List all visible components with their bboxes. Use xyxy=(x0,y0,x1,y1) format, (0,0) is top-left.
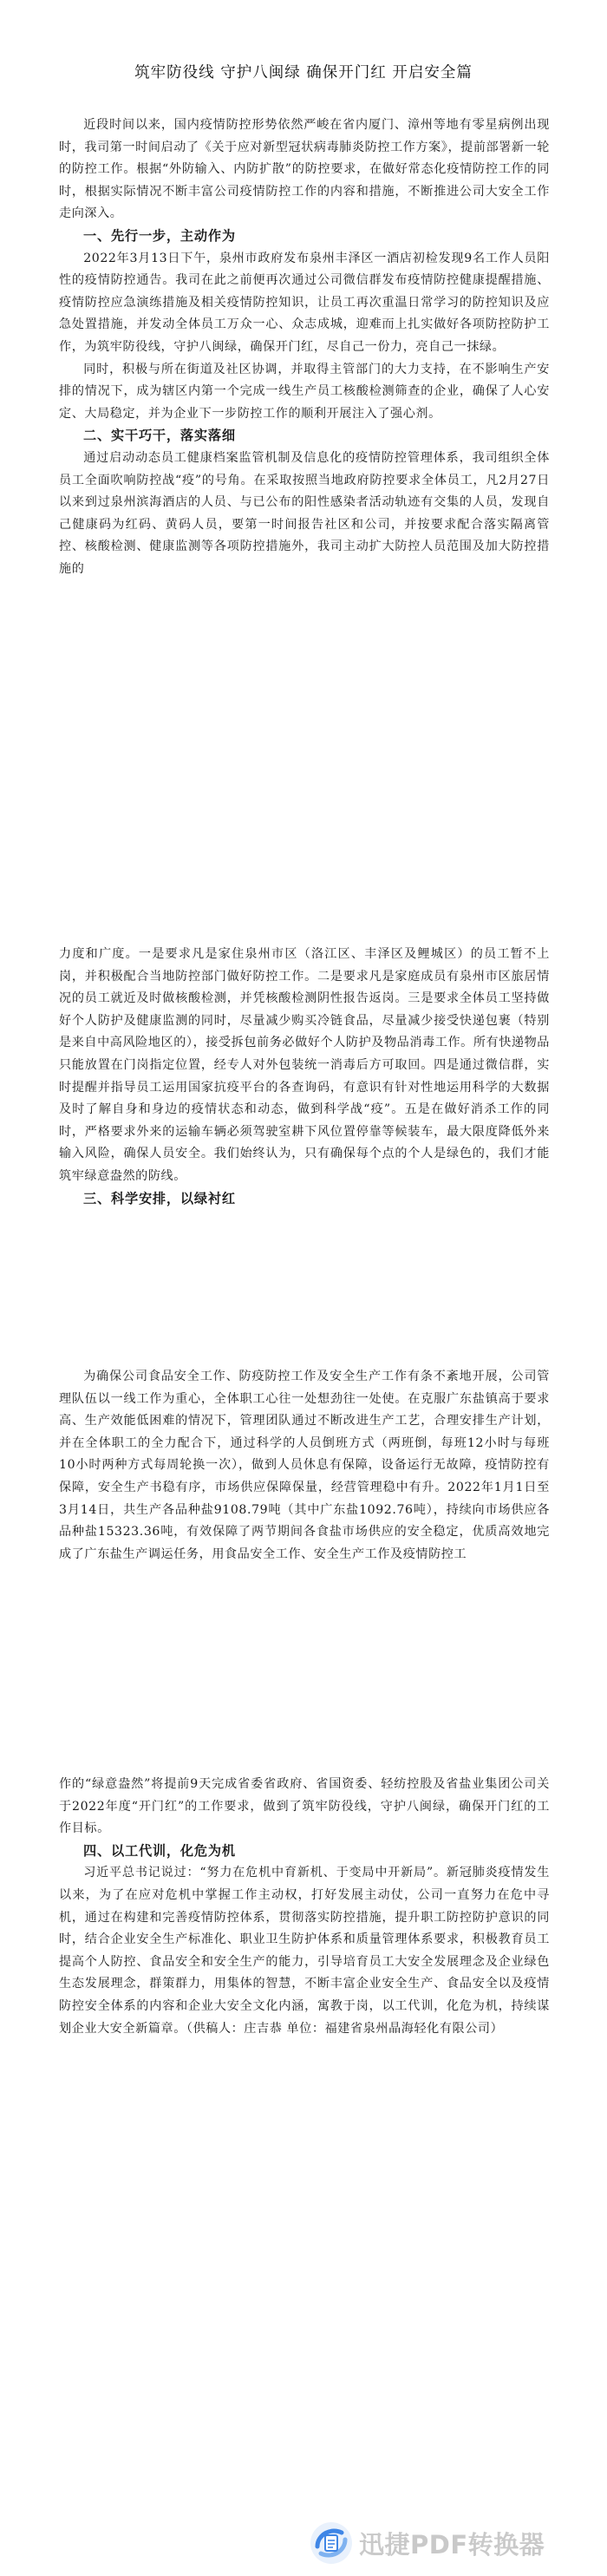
section-1-paragraph-1: 2022年3月13日下午，泉州市政府发布泉州丰泽区一酒店初检发现9名工作人员阳性的疫情防控通告。我司在此之前便再次通过公司微信群发布疫情防控健康提醒措施、疫情防控应急演练措施及相关疫情防控知识，让员工再次重温日常学习的防控知识及应急处置措施，并发动全体员工万众一心、众志成城，迎难而上扎实做好各项防控防护工作，为筑牢防役线，守护八闽绿，确保开门红，尽自己一份力，亮自己一抹绿。 xyxy=(59,251,550,354)
section-3-body xyxy=(59,1366,550,1566)
section-3-heading: 三、科学安排，以绿衬红 xyxy=(83,1190,236,1206)
section-3-paragraph-1: 为确保公司食品安全工作、防疫防控工作及安全生产工作有条不紊地开展，公司管理队伍以一线工作为重心，全体职工心往一处想劲往一处使。在克服广东盐镇高于要求高、生产效能低困难的情况下，管理团队通过不断改进生产工艺，合理安排生产计划，并在全体职工的全力配合下，通过科学的人员倒班方式（两班倒，每班12小时与每班10小时两种方式每周轮换一次），做到人员休息有保障，设备运行无故障，疫情防控有保障，安全生产书稳有序，市场供应保障保量，经营管理稳中有升。2022年1月1日至3月14日，共生产各品种盐9108.79吨（其中广东盐1092.76吨），持续向市场供应各品种盐15323.36吨，有效保障了两节期间各食盐市场供应的安全稳定，优质高效地完成了广东盐生产调运任务，用食品安全工作、安全生产工作及疫情防控工 xyxy=(59,1370,550,1561)
section-3-and-4 xyxy=(59,1774,550,2040)
pdf-converter-watermark xyxy=(309,2520,604,2566)
section-2-paragraph-1: 通过启动动态员工健康档案监管机制及信息化的疫情防控管理体系，我司组织全体员工全面吹响防控战“疫”的号角。在采取按照当地政府防控要求全体员工，凡2月27日以来到过泉州滨海酒店的人员、与已公布的阳性感染者活动轨迹有交集的人员，发现自己健康码为红码、黄码人员，要第一时间报告社区和公司，并按要求配合落实隔离管控、核酸检测、健康监测等各项防控措施外，我司主动扩大防控人员范围及加大防控措施的 xyxy=(59,450,550,576)
section-1-heading: 一、先行一步，主动作为 xyxy=(83,227,236,244)
section-4-heading: 四、以工代训，化危为机 xyxy=(83,1842,236,1859)
section-2-heading: 二、实干巧干，落实落细 xyxy=(83,428,236,444)
section-2-paragraph-2: 力度和广度。一是要求凡是家住泉州市区（洛江区、丰泽区及鲤城区）的员工暂不上岗，并积极配合当地防控部门做好防控工作。二是要求凡是家庭成员有泉州市区旅居情况的员工就近及时做核酸检测，并凭核酸检测阴性报告返岗。三是要求全体员工坚持做好个人防护及健康监测的同时，尽量减少购买冷链食品，尽量减少接受快递包裹（特别是来自中高风险地区的），接受拆包前务必做好个人防护及物品消毒工作。所有快递物品只能放置在门岗指定位置，经专人对外包装统一消毒后方可取回。四是通过微信群，实时提醒并指导员工运用国家抗疫平台的各查询码，有意识有针对性地运用科学的大数据及时了解自身和身边的疫情状态和动态，做到科学战“疫”。五是在做好消杀工作的同时，严格要求外来的运输车辆必须驾驶室耕下风位置停靠等候装车，最大限度降低外来输入风险，确保人员安全。我们始终认为，只有确保每个点的个人是绿色的，我们才能筑牢绿意盎然的防线。 xyxy=(59,947,551,1183)
section-4-paragraph-1: 习近平总书记说过：“努力在危机中育新机、于变局中开新局”。新冠肺炎疫情发生以来，为了在应对危机中掌握工作主动权，打好发展主动仗，公司一直努力在危中寻机，通过在构建和完善疫情防控体系，贯彻落实防控措施，提升职工防控防护意识的同时，结合企业安全生产标准化、职业卫生防护体系和质量管理体系要求，积极教育员工提高个人防控、食品安全和安全生产的能力，引导培育员工大安全发展理念及企业绿色生态发展理念，群策群力，用集体的智慧，不断丰富企业安全生产、食品安全以及疫情防控安全体系的内容和企业大安全文化内涵，寓教于岗，以工代训，化危为机，持续谋划企业大安全新篇章。（供稿人：庄吉恭 单位：福建省泉州晶海轻化有限公司） xyxy=(59,1866,550,2036)
pdf-converter-logo-icon xyxy=(309,2520,354,2566)
document-title: 筑牢防役线 守护八闽绿 确保开门红 开启安全篇 xyxy=(134,64,473,82)
watermark-text: 迅捷PDF转换器 xyxy=(359,2529,545,2560)
section-2-continued xyxy=(59,944,550,1210)
section-1-paragraph-2: 同时，积极与所在街道及社区协调，并取得主管部门的大力支持，在不影响生产安排的情况下，成为辖区内第一个完成一线生产员工核酸检测筛查的企业，确保了人心安定、大局稳定，并为企业下一步防控工作的顺利开展注入了强心剂。 xyxy=(59,362,550,421)
section-3-paragraph-2: 作的“绿意盎然”将提前9天完成省委省政府、省国资委、轻纺控股及省盐业集团公司关于2022年度“开门红”的工作要求，做到了筑牢防役线，守护八闽绿，确保开门红的工作目标。 xyxy=(59,1777,550,1836)
intro-and-section-1 xyxy=(59,114,550,580)
intro-paragraph: 近段时间以来，国内疫情防控形势依然严峻在省内厦门、漳州等地有零星病例出现时，我司第一时间启动了《关于应对新型冠状病毒肺炎防控工作方案》，提前部署新一轮的防控工作。根据“外防输入、内防扩散”的防控要求，在做好常态化疫情防控工作的同时，根据实际情况不断丰富公司疫情防控工作的内容和措施，不断推进公司大安全工作走向深入。 xyxy=(59,118,551,221)
